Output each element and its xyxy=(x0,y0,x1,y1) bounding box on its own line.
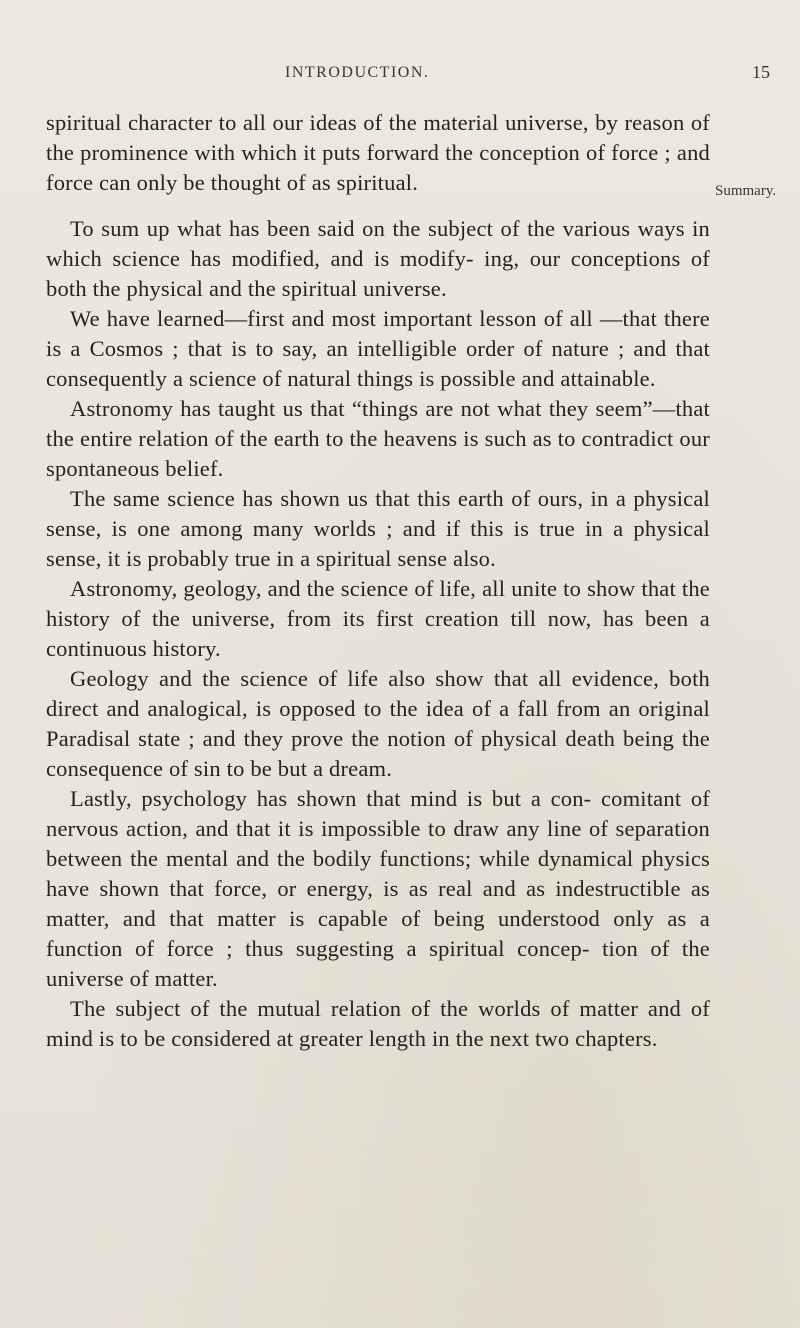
paragraph: To sum up what has been said on the subject of the various ways in which science has modified, and is modify- ing, our conceptions of both the physical and the spiritual universe. xyxy=(46,216,710,301)
margin-note-summary: Summary. xyxy=(715,183,777,199)
page-number: 15 xyxy=(752,62,770,82)
running-head xyxy=(0,64,800,88)
paragraph-gap xyxy=(46,198,710,214)
paragraph: Astronomy has taught us that “things are not what they seem”—that the entire relation of the earth to the heavens is such as to contradict our spontaneous belief. xyxy=(46,396,710,481)
paragraph: spiritual character to all our ideas of the material universe, by reason of the prominence with which it puts forward the conception of force ; and force can only be thought of as spiritual. xyxy=(46,110,710,195)
body-text xyxy=(46,108,710,1054)
paragraph: The subject of the mutual relation of the worlds of matter and of mind is to be considered at greater length in the next two chapters. xyxy=(46,996,710,1051)
paragraph: Geology and the science of life also show that all evidence, both direct and analogical, is opposed to the idea of a fall from an original Paradisal state ; and they prove the notion of physical death being the consequence of sin to be but a dream. xyxy=(46,666,710,781)
paragraph: We have learned—first and most important lesson of all —that there is a Cosmos ; that is to say, an intelligible order of nature ; and that consequently a science of natural things is possible and attainable. xyxy=(46,306,710,391)
paragraph: Lastly, psychology has shown that mind is but a con- comitant of nervous action, and that it is impossible to draw any line of separation between the mental and the bodily functions; while dynamical physics have shown that force, or energy, is as real and as indestructible as matter, and that matter is capable of being understood only as a function of force ; thus suggesting a spiritual concep- tion of the universe of matter. xyxy=(46,786,710,991)
paragraph: The same science has shown us that this earth of ours, in a physical sense, is one among many worlds ; and if this is true in a physical sense, it is probably true in a spiritual sense also. xyxy=(46,486,710,571)
paragraph: Astronomy, geology, and the science of life, all unite to show that the history of the universe, from its first creation till now, has been a continuous history. xyxy=(46,576,710,661)
running-head-title: INTRODUCTION. xyxy=(285,64,430,81)
